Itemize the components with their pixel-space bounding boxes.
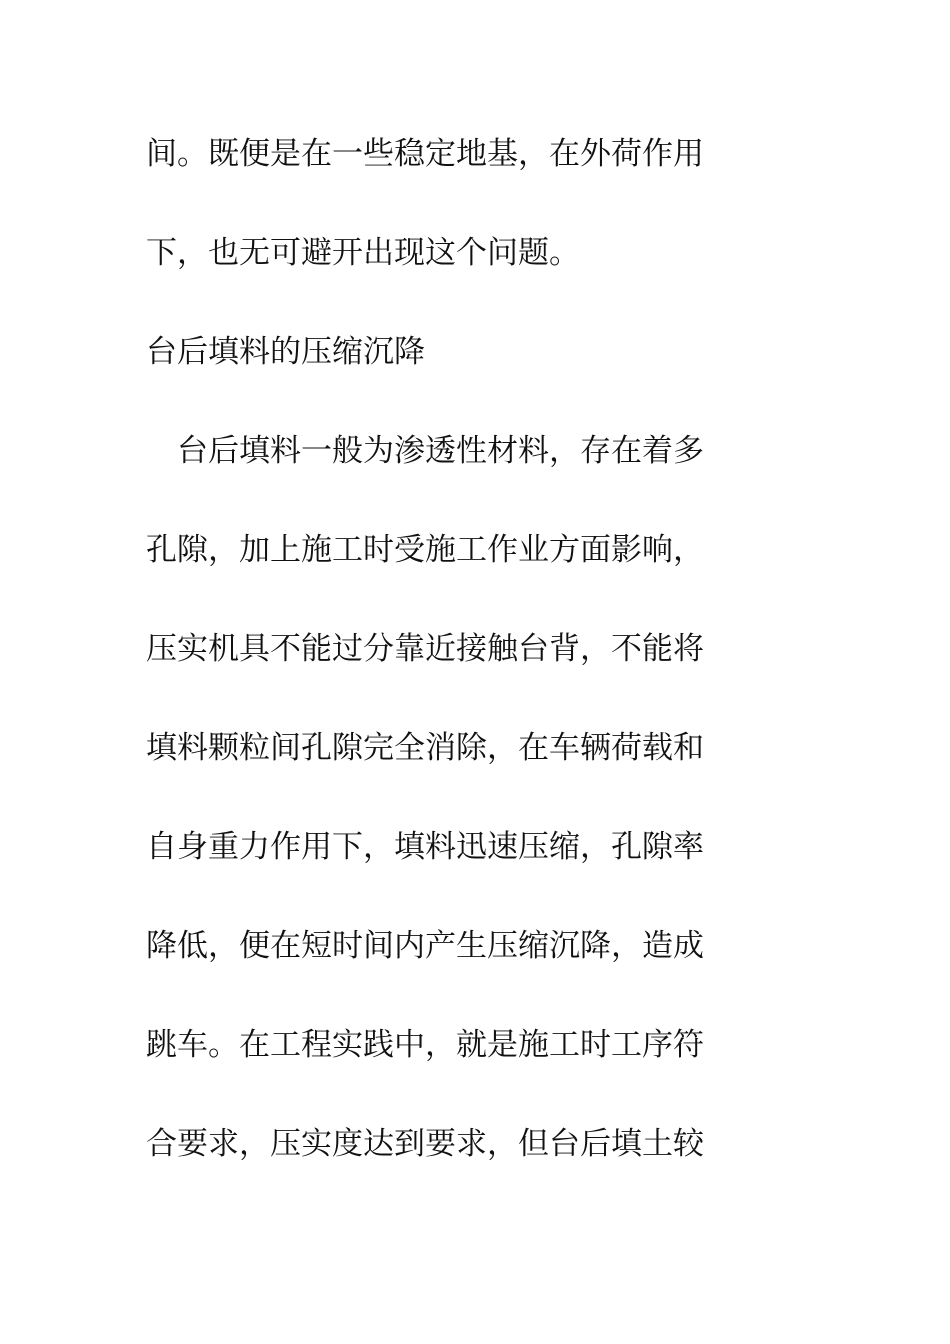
paragraph-line: 下，也无可避开出现这个问题。 (146, 235, 580, 271)
paragraph-line: 台后填料一般为渗透性材料，存在着多 (146, 433, 704, 469)
section-heading: 台后填料的压缩沉降 (146, 334, 425, 370)
paragraph-line: 填料颗粒间孔隙完全消除，在车辆荷载和 (146, 730, 704, 766)
paragraph-line: 自身重力作用下，填料迅速压缩，孔隙率 (146, 829, 704, 865)
paragraph-line: 间。既便是在一些稳定地基，在外荷作用 (146, 136, 704, 172)
paragraph-line: 降低，便在短时间内产生压缩沉降，造成 (146, 928, 704, 964)
paragraph-line: 合要求，压实度达到要求，但台后填土较 (146, 1126, 704, 1162)
paragraph-line: 跳车。在工程实践中，就是施工时工序符 (146, 1027, 704, 1063)
paragraph-line: 孔隙，加上施工时受施工作业方面影响， (146, 532, 704, 568)
paragraph-line: 压实机具不能过分靠近接触台背，不能将 (146, 631, 704, 667)
